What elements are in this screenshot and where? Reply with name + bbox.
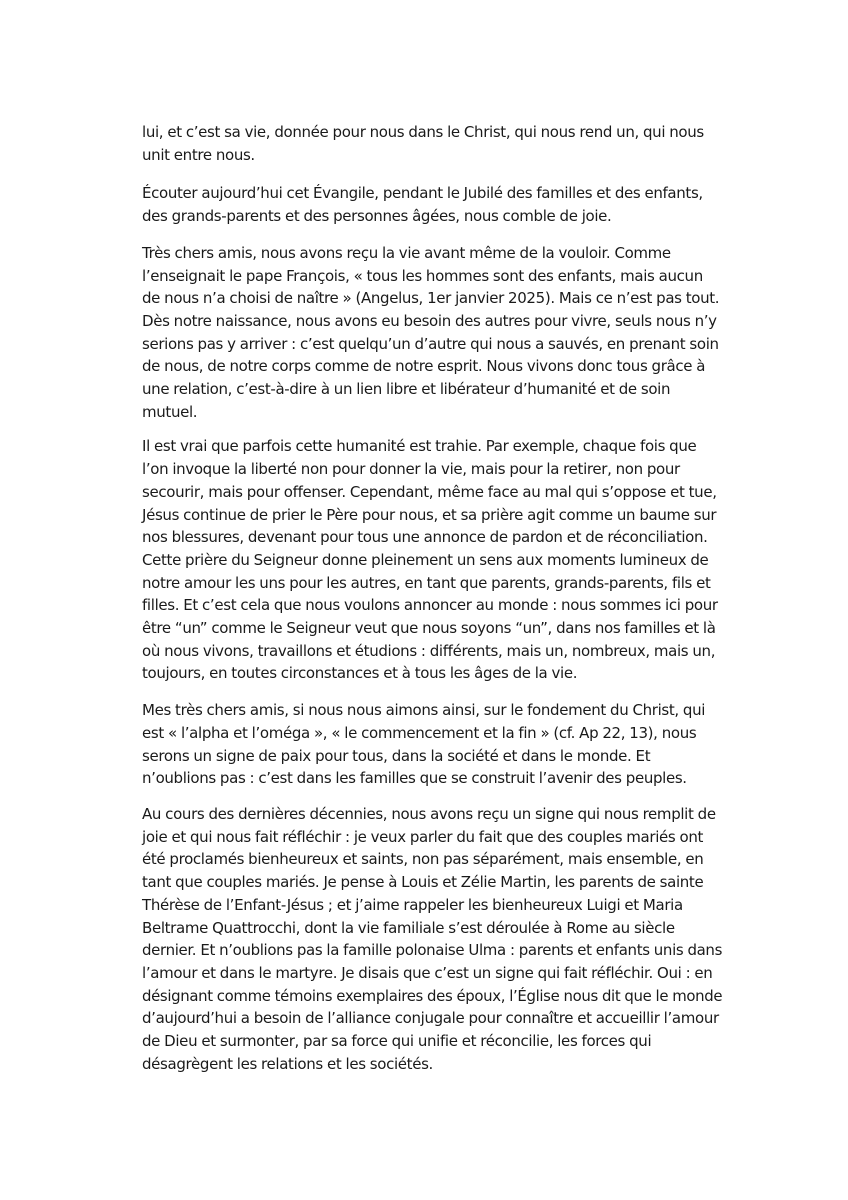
text-line: notre amour les uns pour les autres, en tant que parents, grands-parents, fils et <box>142 573 711 592</box>
text-line: joie et qui nous fait réfléchir : je veux parler du fait que des couples mariés ont <box>142 827 704 846</box>
text-line: l’on invoque la liberté non pour donner la vie, mais pour la retirer, non pour <box>142 460 680 479</box>
text-line: où nous vivons, travaillons et étudions : différents, mais un, nombreux, mais un, <box>142 641 716 660</box>
text-line: unit entre nous. <box>142 145 255 164</box>
text-line: désignant comme témoins exemplaires des époux, l’Église nous dit que le monde <box>142 986 723 1005</box>
text-line: filles. Et c’est cela que nous voulons annoncer au monde : nous sommes ici pour <box>142 596 718 615</box>
text-line: d’aujourd’hui a besoin de l’alliance conjugale pour connaître et accueillir l’amour <box>142 1009 719 1028</box>
paragraph-2 <box>142 182 722 227</box>
paragraph-5 <box>142 699 722 790</box>
text-line: secourir, mais pour offenser. Cependant, même face au mal qui s’oppose et tue, <box>142 482 717 501</box>
text-line: Dès notre naissance, nous avons eu besoin des autres pour vivre, seuls nous n’y <box>142 311 717 330</box>
text-line: nos blessures, devenant pour tous une annonce de pardon et de réconciliation. <box>142 528 708 547</box>
text-line: n’oublions pas : c’est dans les familles que se construit l’avenir des peuples. <box>142 769 687 788</box>
text-line: Jésus continue de prier le Père pour nous, et sa prière agit comme un baume sur <box>142 505 717 524</box>
text-line: l’amour et dans le martyre. Je disais que c’est un signe qui fait réfléchir. Oui : en <box>142 963 713 982</box>
text-line: est « l’alpha et l’oméga », « le commencement et la fin » (cf. Ap 22, 13), nous <box>142 723 697 742</box>
text-line: toujours, en toutes circonstances et à tous les âges de la vie. <box>142 664 578 683</box>
text-line: Mes très chers amis, si nous nous aimons ainsi, sur le fondement du Christ, qui <box>142 701 706 720</box>
text-line: de nous, de notre corps comme de notre esprit. Nous vivons donc tous grâce à <box>142 357 706 376</box>
text-line: été proclamés bienheureux et saints, non pas séparément, mais ensemble, en <box>142 850 704 869</box>
text-line: être “un” comme le Seigneur veut que nous soyons “un”, dans nos familles et là <box>142 619 716 638</box>
text-line: l’enseignait le pape François, « tous les hommes sont des enfants, mais aucun <box>142 266 703 285</box>
paragraph-6 <box>142 803 722 1075</box>
paragraph-4 <box>142 435 722 685</box>
text-line: de Dieu et surmonter, par sa force qui unifie et réconcilie, les forces qui <box>142 1032 652 1051</box>
text-line: Écouter aujourd’hui cet Évangile, pendant le Jubilé des familles et des enfants, <box>142 184 703 203</box>
text-line: Au cours des dernières décennies, nous avons reçu un signe qui nous remplit de <box>142 804 716 823</box>
paragraph-3 <box>142 242 722 424</box>
text-line: Cette prière du Seigneur donne pleinement un sens aux moments lumineux de <box>142 550 709 569</box>
text-line: mutuel. <box>142 402 198 421</box>
text-line: désagrègent les relations et les sociétés. <box>142 1054 433 1073</box>
text-line: de nous n’a choisi de naître » (Angelus, 1er janvier 2025). Mais ce n’est pas tout. <box>142 289 720 308</box>
text-line: Il est vrai que parfois cette humanité est trahie. Par exemple, chaque fois que <box>142 437 697 456</box>
text-line: lui, et c’est sa vie, donnée pour nous dans le Christ, qui nous rend un, qui nous <box>142 123 704 141</box>
text-line: tant que couples mariés. Je pense à Louis et Zélie Martin, les parents de sainte <box>142 873 704 892</box>
text-line: des grands-parents et des personnes âgées, nous comble de joie. <box>142 207 612 226</box>
document-page <box>142 121 722 1087</box>
text-line: serons un signe de paix pour tous, dans la société et dans le monde. Et <box>142 746 651 765</box>
text-line: Très chers amis, nous avons reçu la vie avant même de la vouloir. Comme <box>142 243 671 262</box>
text-line: Thérèse de l’Enfant-Jésus ; et j’aime rappeler les bienheureux Luigi et Maria <box>142 895 683 914</box>
text-line: serions pas y arriver : c’est quelqu’un d’autre qui nous a sauvés, en prenant soin <box>142 334 719 353</box>
text-line: Beltrame Quattrocchi, dont la vie familiale s’est déroulée à Rome au siècle <box>142 918 675 937</box>
text-line: une relation, c’est-à-dire à un lien libre et libérateur d’humanité et de soin <box>142 380 671 399</box>
paragraph-1 <box>142 121 722 166</box>
text-line: dernier. Et n’oublions pas la famille polonaise Ulma : parents et enfants unis dans <box>142 941 723 960</box>
